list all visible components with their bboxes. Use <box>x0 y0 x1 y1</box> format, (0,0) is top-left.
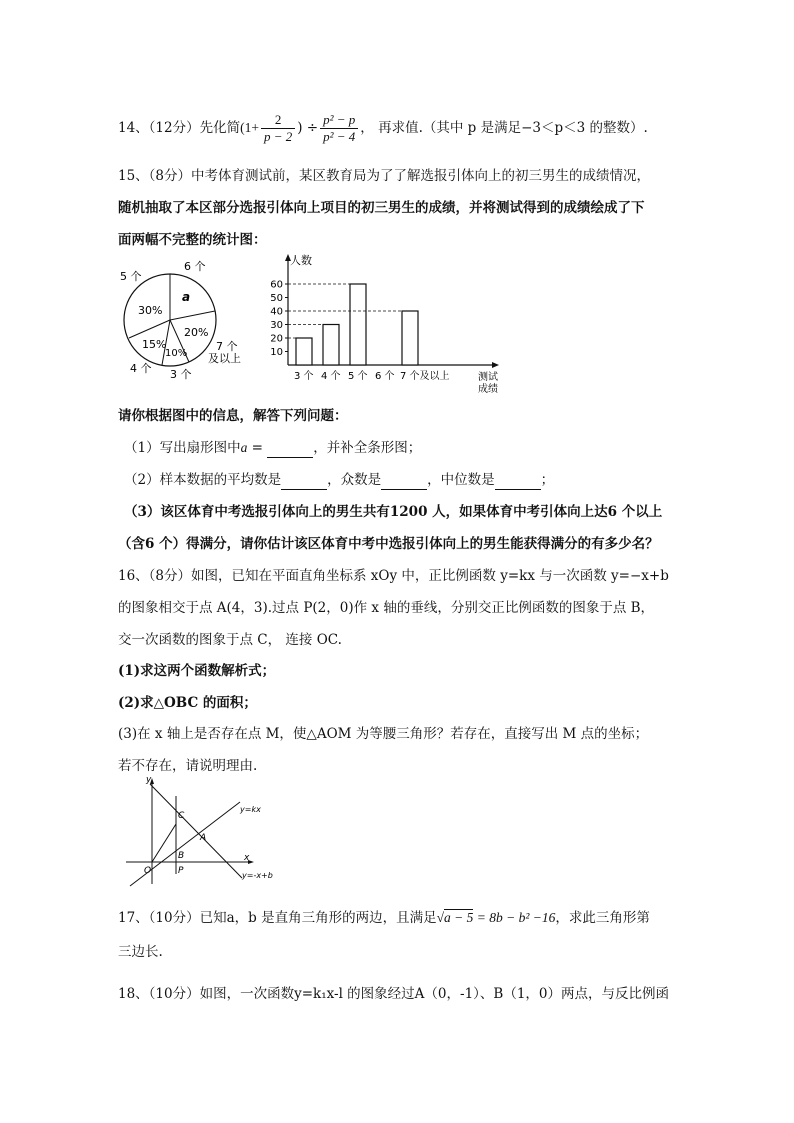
q15-sub2-mean: （2）样本数据的平均数是 <box>124 472 282 488</box>
bar-chart-x-arrow <box>492 362 499 368</box>
graph-label-y: y <box>146 775 152 785</box>
x-tick-label: 7 个及以上 <box>400 371 450 382</box>
q16-sub-2: (2)求△OBC 的面积； <box>118 695 257 711</box>
graph-label-kx: y=kx <box>240 805 261 814</box>
q14-fraction-2 <box>320 112 358 145</box>
q16-line-2: 的图象相交于点 A(4，3).过点 P(2，0)作 x 轴的垂线，分别交正比例函数的图象于点 B， <box>118 600 655 616</box>
bar <box>323 325 339 366</box>
q15-sub2-median: ，中位数是 <box>427 472 495 488</box>
q15-sub1-blank <box>267 443 313 458</box>
x-tick-label: 4 个 <box>321 371 341 382</box>
q17-suffix: ，求此三角形第 <box>555 910 650 926</box>
pie-label-five: 5 个 <box>120 270 142 283</box>
q17-radicand: a − 5 <box>444 910 474 925</box>
q15-sub1-var: a <box>240 440 248 455</box>
y-tick-label: 40 <box>270 306 283 318</box>
q17-sqrt: √a − 5 <box>436 910 474 925</box>
bar-chart <box>262 252 512 400</box>
q15-sub2-blank-2 <box>381 475 427 490</box>
graph-segment-oc <box>152 824 176 862</box>
q15-line-3: 面两幅不完整的统计图： <box>118 232 267 248</box>
y-tick-label: 30 <box>270 320 283 331</box>
q18-line-1: 18、（10分）如图，一次函数y=k₁x-l 的图象经过A（0，-1）、B（1，0）两点，与反比例函 <box>118 986 670 1002</box>
q15-sub1-eq: = <box>247 440 268 456</box>
pie-label-seven: 7 个 <box>216 340 238 353</box>
q17-rhs: = 8b − b² −16 <box>473 910 556 925</box>
pie-label-three: 3 个 <box>170 368 192 381</box>
q15-sub1-tail: ，并补全条形图； <box>313 440 422 456</box>
x-tick-label: 3 个 <box>294 371 314 382</box>
coordinate-graph <box>118 774 288 892</box>
graph-label-o: O <box>144 866 152 876</box>
pie-slice-five-percent: 30% <box>138 304 163 317</box>
q15-sub-1 <box>124 438 421 458</box>
question-17 <box>118 908 650 928</box>
bar <box>350 284 366 365</box>
graph-label-b: B <box>178 851 185 861</box>
q15-sub1-text: （1）写出扇形图中 <box>124 440 241 456</box>
pie-label-four: 4 个 <box>130 362 152 375</box>
q14-frac2-denominator: p² − 4 <box>323 129 356 144</box>
q16-sub-3-line-2: 若不存在，请说明理由. <box>118 758 258 774</box>
graph-label-neg-x-b: y=-x+b <box>242 871 273 880</box>
x-tick-label: 5 个 <box>348 371 368 382</box>
q15-sub2-tail: ； <box>540 472 555 488</box>
q15-sub2-blank-3 <box>495 475 541 490</box>
q14-expr-open: (1+ <box>240 120 259 135</box>
q15-sub-3-line-2: （含6 个）得满分，请你估计该区体育中考中选报引体向上的男生能获得满分的有多少名？ <box>118 536 659 552</box>
graph-label-a: A <box>200 833 207 843</box>
q16-sub-1: (1)求这两个函数解析式； <box>118 663 276 679</box>
y-tick-label: 20 <box>270 333 283 345</box>
bar-chart-x-label-1: 测试 <box>478 372 498 383</box>
q14-expr-mid: ) ÷ <box>297 120 319 136</box>
q14-frac1-denominator: p − 2 <box>263 129 293 144</box>
pie-slice-seven-percent: 20% <box>184 326 209 339</box>
pie-slice-three-percent: 10% <box>165 348 188 359</box>
x-tick-label: 6 个 <box>375 371 395 382</box>
pie-label-six: 6 个 <box>184 260 206 273</box>
graph-label-p: P <box>178 866 184 876</box>
q15-sub2-blank-1 <box>281 475 327 490</box>
pie-slice-six-value: a <box>182 290 191 304</box>
graph-label-x: x <box>244 853 250 863</box>
q16-line-1: 16、（8分）如图，已知在平面直角坐标系 xOy 中，正比例函数 y=kx 与一次函数 y=−x+b <box>118 568 669 584</box>
graph-label-c: C <box>178 811 185 821</box>
graph-line-neg-x-b <box>150 784 242 878</box>
q14-prefix: 14、（12分）先化简 <box>118 120 241 136</box>
question-14 <box>118 112 648 145</box>
q16-line-3: 交一次函数的图象于点 C， 连接 OC. <box>118 632 342 648</box>
pie-chart <box>112 258 262 388</box>
pie-slice-four-percent: 15% <box>142 338 167 351</box>
q15-sub2-mode: ，众数是 <box>327 472 382 488</box>
q14-frac2-numerator: p² − p <box>320 112 358 129</box>
q17-prefix: 17、（10分）已知a，b 是直角三角形的两边，且满足 <box>118 910 437 926</box>
y-tick-label: 50 <box>270 293 283 304</box>
q15-sub-2 <box>124 470 554 490</box>
bar <box>296 338 312 365</box>
q15-prompt: 请你根据图中的信息，解答下列问题： <box>118 408 348 424</box>
q14-suffix: ， 再求值.（其中 p 是满足−3＜p＜3 的整数）. <box>360 120 648 136</box>
q15-line-2: 随机抽取了本区部分选报引体向上项目的初三男生的成绩，并将测试得到的成绩绘成了下 <box>118 200 645 216</box>
pie-label-seven-above: 及以上 <box>208 352 241 365</box>
bar-chart-y-label: 人数 <box>290 254 312 267</box>
q15-sub-3-line-1: （3）该区体育中考选报引体向上的男生共有1200 人，如果体育中考引体向上达6 个以上 <box>124 504 663 520</box>
q14-fraction-1 <box>261 112 295 145</box>
bar-chart-x-label-2: 成绩 <box>478 384 498 395</box>
y-tick-label: 10 <box>270 347 283 358</box>
q15-line-1: 15、（8分）中考体育测试前，某区教育局为了了解选报引体向上的初三男生的成绩情况， <box>118 168 651 184</box>
q17-line-2: 三边长. <box>118 944 163 960</box>
q16-sub-3-line-1: (3)在 x 轴上是否存在点 M，使△AOM 为等腰三角形？若存在，直接写出 M 点的坐标； <box>118 726 649 742</box>
y-tick-label: 60 <box>270 279 283 291</box>
q14-frac1-numerator: 2 <box>261 112 295 129</box>
bar <box>402 311 418 365</box>
